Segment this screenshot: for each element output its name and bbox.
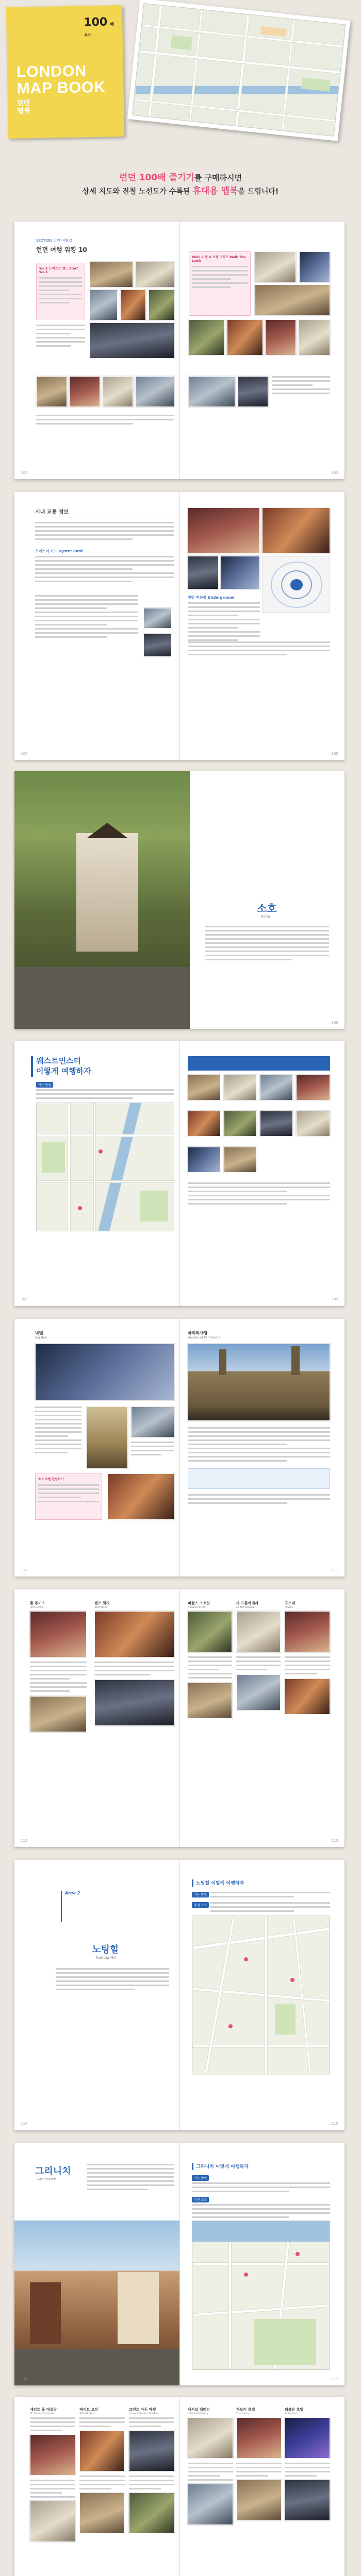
page-number-left: 110 <box>21 1568 28 1572</box>
photo-attr-1b <box>30 2501 75 2542</box>
westminster-map <box>36 1103 174 1231</box>
westminster-tag: 가는 방법 <box>36 1082 53 1088</box>
thumb-4 <box>296 1075 330 1100</box>
photo-westend-9 <box>102 376 133 407</box>
mapbook-open-map <box>127 0 350 141</box>
spread-bigben <box>14 1319 344 1577</box>
photo-westend-10 <box>135 376 174 407</box>
photo-bigben-hero <box>35 1344 174 1400</box>
shop-col-4-ko: 라 프롬에제리 <box>236 1601 259 1605</box>
photo-shop-5b <box>285 1679 330 1715</box>
cover-badge <box>84 15 115 38</box>
transport-header: 시내 교통 정보 <box>35 510 69 515</box>
bigben-title-en: Big Ben <box>35 1336 47 1340</box>
shop-col-3-en: Berwick Street <box>188 1606 207 1609</box>
photo-underground-station <box>262 507 330 554</box>
shop-col-3 <box>188 1601 232 1719</box>
attr-col-5-ko: 사보이 호텔 <box>236 2408 255 2412</box>
greenwich-intro <box>87 2164 174 2193</box>
attr-col-4-en: National Gallery <box>188 2412 209 2415</box>
shop-col-5-ko: 포스테 <box>285 1601 296 1605</box>
photo-lamb-8 <box>189 376 235 407</box>
walk-title: 런던 여행 워킹 10 <box>36 246 87 253</box>
photo-shop-3 <box>188 1611 232 1652</box>
badge-number: 100 <box>84 15 108 29</box>
greenwich-title-ko: 그리니치 <box>35 2166 71 2177</box>
mapbook-cover <box>6 5 124 139</box>
photo-lamb-6 <box>265 319 296 355</box>
page-number-left: 108 <box>21 1297 28 1301</box>
shop-col-4 <box>236 1601 281 1710</box>
zone-map <box>262 556 330 613</box>
photo-shop-5 <box>285 1611 330 1652</box>
photo-ticket-machine <box>143 634 172 657</box>
shop-col-1-en: John Lewis <box>30 1606 44 1609</box>
page-number-left: 102 <box>21 471 28 475</box>
promo-start-2: 상세 지도와 전철 노선도가 수록된 <box>82 188 190 196</box>
westminster-title-2: 이렇게 여행하자 <box>36 1066 91 1076</box>
photo-shop-3b <box>188 1683 232 1719</box>
thumb-2 <box>224 1075 257 1100</box>
photo-westend-7 <box>36 376 67 407</box>
photo-attr-3b <box>129 2493 174 2534</box>
photo-lamb-3 <box>255 284 330 315</box>
thumb-9 <box>188 1147 221 1173</box>
notting-tag-2: 추천 코스 <box>192 1902 209 1908</box>
bigben-text-2 <box>131 1442 174 1458</box>
page-number-right: 115 <box>331 2122 338 2126</box>
attr-col-6-en: W London <box>285 2412 298 2415</box>
photo-bigben-tower <box>87 1406 128 1468</box>
bigben-text-1 <box>35 1406 81 1456</box>
photo-lamb-4 <box>189 319 225 355</box>
photo-parliament <box>188 1344 330 1421</box>
page-number-left: 116 <box>21 2377 28 2381</box>
page-number-right: 113 <box>331 1839 338 1843</box>
underground-text <box>188 602 260 643</box>
page-number-right: 105 <box>331 752 338 756</box>
underground-sub: 런던 지하철 Underground <box>188 596 235 600</box>
greenwich-text-2 <box>192 2204 330 2221</box>
page-number-left: 114 <box>21 2122 28 2126</box>
photo-attr-5b <box>236 2480 282 2521</box>
attr-col-1-ko: 세인트 폴 대성당 <box>30 2408 57 2412</box>
badge-text: 배우기 <box>84 22 114 38</box>
greenwich-title-en: Greenwich <box>37 2177 57 2181</box>
photo-greenwich-street <box>14 2221 179 2385</box>
attr-col-4 <box>188 2407 233 2525</box>
parliament-text-2 <box>188 1494 330 1506</box>
photo-attr-1 <box>30 2434 75 2476</box>
spread-walking <box>14 222 344 479</box>
notting-area-label: Area 2 <box>65 1891 80 1895</box>
bigben-tip-box <box>35 1473 102 1520</box>
section-label: SECTION 런던 여행 D <box>36 239 72 243</box>
greenwich-tag-1: 가는 방법 <box>192 2175 209 2181</box>
shop-col-1 <box>30 1601 87 1732</box>
walk-text-left <box>36 325 85 349</box>
notting-intro <box>56 1968 169 1993</box>
photo-underground-train <box>188 507 260 554</box>
promo-end-2: 을 드립니다! <box>238 188 279 196</box>
photo-shop-1 <box>30 1611 87 1657</box>
photo-platform <box>188 556 219 589</box>
photo-attr-4b <box>188 2484 233 2525</box>
westminster-text <box>36 1089 174 1101</box>
walk-box-1-title: Walk 1 웨스트 엔드 Start Walk <box>39 267 78 274</box>
photo-westend-8 <box>69 376 100 407</box>
attr-col-3 <box>129 2407 174 2534</box>
underground-text-2 <box>188 641 330 658</box>
photo-oyster-card <box>143 608 172 629</box>
notting-title-ko: 노팅힐 <box>92 1944 119 1955</box>
page-number-right: 117 <box>331 2377 338 2381</box>
shop-col-2-en: Selfridges <box>94 1606 107 1609</box>
promo-em-2: 휴대용 맵북 <box>192 186 238 196</box>
transport-text-3 <box>35 595 138 640</box>
thumb-1 <box>188 1075 221 1100</box>
page-number-right: 111 <box>331 1568 338 1572</box>
photo-westend-5 <box>149 290 174 320</box>
thumb-6 <box>224 1111 257 1137</box>
oyster-sub: 오이스터 카드 Oyster Card <box>35 549 83 553</box>
thumb-10 <box>224 1147 257 1173</box>
greenwich-map <box>192 2221 330 2370</box>
walk-box-2 <box>189 251 251 316</box>
attr-col-5 <box>236 2407 282 2521</box>
page-number: 106 <box>331 1021 338 1025</box>
photo-soho-square <box>14 771 190 1029</box>
shop-col-2-ko: 셀프 릿지 <box>94 1601 110 1605</box>
notting-tag-1: 가는 방법 <box>192 1892 209 1897</box>
walk-text-left-2 <box>36 415 174 427</box>
shop-col-5 <box>285 1601 330 1715</box>
soho-title-en: Soho <box>261 914 270 919</box>
bigben-title-ko: 빅벤 <box>35 1331 43 1335</box>
photo-westend-1 <box>89 262 133 287</box>
photo-shop-2b <box>94 1680 174 1726</box>
notting-map <box>192 1916 330 2075</box>
notting-text-2 <box>210 1902 330 1914</box>
photo-attr-2 <box>79 2430 125 2471</box>
parliament-title-en: Houses of Parliament <box>188 1336 221 1340</box>
shop-col-4-en: La Fromagerie <box>236 1606 255 1609</box>
promo-line-1 <box>0 170 361 183</box>
photo-attr-6 <box>285 2417 330 2459</box>
photo-tube-sign <box>221 556 260 589</box>
greenwich-right-header: 그리니치 이렇게 여행하자 <box>196 2164 249 2170</box>
photo-lamb-2 <box>299 251 330 282</box>
parliament-text <box>188 1427 330 1464</box>
photo-shop-4 <box>236 1611 281 1652</box>
promo-rest-1: 를 구매하시면 <box>194 173 242 182</box>
photo-lamb-1 <box>255 251 296 282</box>
photo-attr-3 <box>129 2430 174 2471</box>
notting-text-1 <box>210 1892 330 1900</box>
thumb-3 <box>260 1075 293 1100</box>
photo-westend-4 <box>120 290 146 320</box>
page-number-left: 104 <box>21 752 28 756</box>
notting-title-en: Notting Hill <box>96 1956 117 1960</box>
photo-westend-2 <box>136 262 174 287</box>
notting-right-header: 노팅힐 이렇게 여행하자 <box>196 1881 244 1886</box>
attr-col-5-en: The Savoy <box>236 2412 250 2415</box>
attr-col-3-ko: 코벤트 가든 마켓 <box>129 2408 156 2412</box>
bigben-tip-title: TIP 빅벤 관람하기 <box>38 1478 64 1481</box>
spread-transport <box>14 492 344 760</box>
spread-nottinghill <box>14 1860 344 2130</box>
promo-line-2 <box>0 183 361 196</box>
transport-text-2 <box>35 556 174 585</box>
walk-box-1 <box>36 263 85 319</box>
photo-westend-6 <box>89 323 174 359</box>
spread-westminster <box>14 1041 344 1306</box>
greenwich-text-1 <box>192 2182 330 2195</box>
thumb-7 <box>260 1111 293 1137</box>
spread-greenwich <box>14 2143 344 2385</box>
thumb-8 <box>296 1111 330 1137</box>
attr-col-4-ko: 내셔널 갤러리 <box>188 2408 210 2412</box>
attr-col-2-en: Tate Modern <box>79 2412 95 2415</box>
walk-text-right <box>272 376 330 397</box>
cover-title-2: MAP BOOK <box>17 78 106 97</box>
photo-shop-1b <box>30 1696 87 1732</box>
cover-title-1: LONDON <box>16 62 87 81</box>
cover-edition: 런던 맵북 <box>17 99 30 115</box>
photo-shop-2 <box>94 1611 174 1657</box>
shop-col-3-ko: 버웰스 스트릿 <box>188 1601 210 1605</box>
photo-lamb-5 <box>227 319 263 355</box>
photo-attr-4 <box>188 2417 233 2459</box>
page-number-left: 112 <box>21 1839 28 1843</box>
spread-attractions <box>14 2397 344 2576</box>
walk-box-2-title: Walk 2 램 & 트램 크루즈 Walk The Lamb <box>192 256 246 263</box>
photo-westend-3 <box>89 290 118 320</box>
photo-attr-2b <box>79 2493 125 2534</box>
attr-col-1-en: St. Paul's Cathedral <box>30 2412 55 2415</box>
attr-col-3-en: Covent Garden Market <box>129 2412 158 2415</box>
shop-col-1-ko: 존 루이스 <box>30 1601 45 1605</box>
photo-lamb-7 <box>298 319 330 355</box>
photo-attr-6b <box>285 2480 330 2521</box>
photo-bigben-night <box>107 1473 174 1520</box>
shop-col-2 <box>94 1601 174 1726</box>
attr-col-1 <box>30 2407 75 2542</box>
spread-soho <box>14 771 344 1029</box>
soho-title-ko: 소호 <box>257 902 277 914</box>
photo-shop-4b <box>236 1674 281 1710</box>
westminster-right-text <box>188 1182 330 1207</box>
thumb-5 <box>188 1111 221 1137</box>
photo-lamb-9 <box>237 376 268 407</box>
spread-shopping <box>14 1589 344 1847</box>
page-number-right: 109 <box>331 1297 338 1301</box>
page-number-right: 103 <box>331 471 338 475</box>
attr-col-2 <box>79 2407 125 2534</box>
shop-col-5-en: Foyles <box>285 1606 293 1609</box>
photo-attr-5 <box>236 2417 282 2459</box>
transport-text-1 <box>35 522 174 543</box>
attr-col-6-ko: 더블유 호텔 <box>285 2408 304 2412</box>
parliament-title-ko: 국회의사당 <box>188 1331 208 1335</box>
attr-col-2-ko: 테이트 모던 <box>79 2408 99 2412</box>
soho-intro-text <box>205 926 329 963</box>
greenwich-tag-2: 추천 코스 <box>192 2197 209 2202</box>
attr-col-6 <box>285 2407 330 2521</box>
photo-bigben-clock <box>131 1406 174 1437</box>
westminster-title-1: 웨스트민스터 <box>36 1056 81 1065</box>
promo-em-1: 런던 100배 즐기기 <box>119 173 194 183</box>
